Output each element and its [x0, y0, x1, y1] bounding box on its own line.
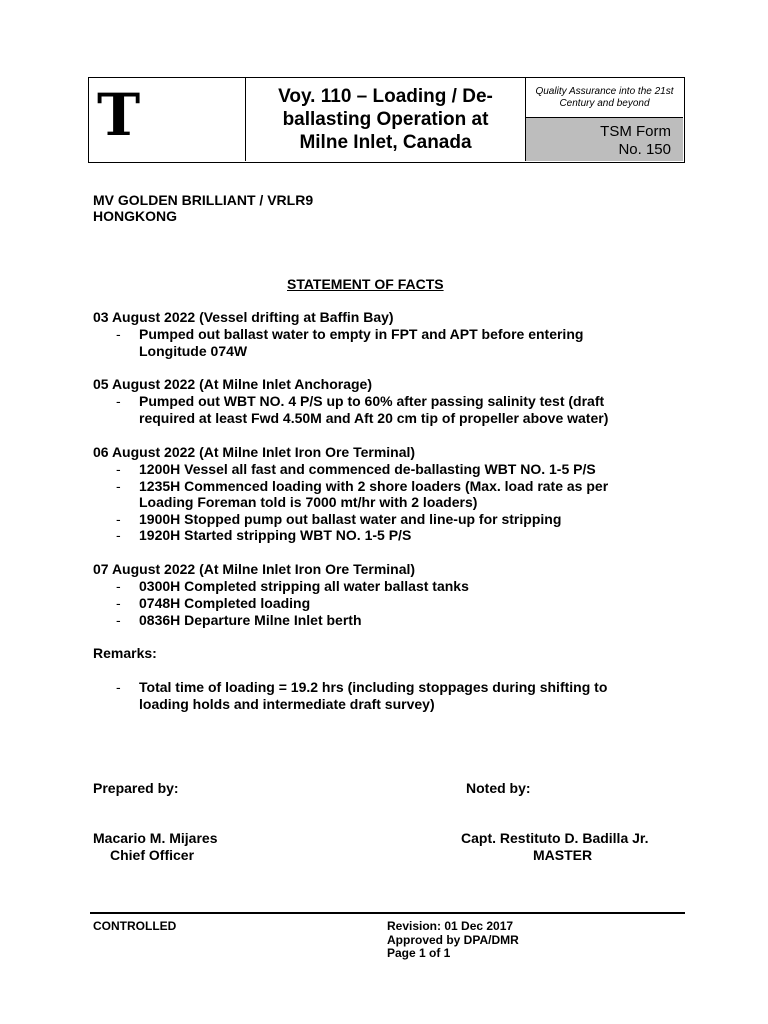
- bullet-dash: -: [116, 511, 121, 527]
- bullet-dash: -: [116, 527, 121, 543]
- vessel-name: MV GOLDEN BRILLIANT / VRLR9: [93, 192, 314, 208]
- vessel-flag: HONGKONG: [93, 208, 177, 224]
- prepared-by-title: Chief Officer: [110, 847, 195, 863]
- list-item-line: 1200H Vessel all fast and commenced de-ballasting WBT NO. 1-5 P/S: [139, 461, 596, 477]
- section-date: 03 August 2022 (Vessel drifting at Baffin Bay): [93, 309, 394, 325]
- remarks-label: Remarks:: [93, 645, 157, 661]
- list-item-line: 0748H Completed loading: [139, 595, 311, 611]
- bullet-dash: -: [116, 612, 121, 628]
- qa-cell: [526, 78, 683, 118]
- logo-cell: [89, 78, 246, 161]
- bullet-dash: -: [116, 578, 121, 594]
- remark-line: loading holds and intermediate draft survey): [139, 696, 435, 712]
- document-title: Voy. 110 – Loading / De-ballasting Operation at Milne Inlet, Canada: [278, 86, 493, 153]
- remark-line: Total time of loading = 19.2 hrs (including stoppages during shifting to: [139, 679, 608, 695]
- list-item-line: Loading Foreman told is 7000 mt/hr with 2 loaders): [139, 494, 478, 510]
- section-date: 05 August 2022 (At Milne Inlet Anchorage): [93, 376, 373, 392]
- list-item-line: Pumped out ballast water to empty in FPT and APT before entering: [139, 326, 584, 342]
- list-item-line: 1235H Commenced loading with 2 shore loaders (Max. load rate as per: [139, 478, 609, 494]
- noted-by-label: Noted by:: [466, 780, 531, 796]
- bullet-dash: -: [116, 461, 121, 477]
- noted-by-title: MASTER: [533, 847, 593, 863]
- title-cell: [246, 78, 526, 161]
- list-item-line: Longitude 074W: [139, 343, 248, 359]
- bullet-dash: -: [116, 393, 121, 409]
- section-date: 07 August 2022 (At Milne Inlet Iron Ore Terminal): [93, 561, 416, 577]
- form-number: No. 150: [618, 141, 671, 158]
- qa-slogan: Quality Assurance into the 21st Century and beyond: [535, 85, 674, 109]
- list-item-line: 0300H Completed stripping all water ballast tanks: [139, 578, 469, 594]
- section-date: 06 August 2022 (At Milne Inlet Iron Ore Terminal): [93, 444, 416, 460]
- page-number: Page 1 of 1: [387, 946, 451, 960]
- revision-date: Revision: 01 Dec 2017: [387, 919, 514, 933]
- list-item-line: 0836H Departure Milne Inlet berth: [139, 612, 362, 628]
- statement-heading: STATEMENT OF FACTS: [287, 276, 444, 292]
- list-item-line: required at least Fwd 4.50M and Aft 20 cm tip of propeller above water): [139, 410, 609, 426]
- list-item-line: 1900H Stopped pump out ballast water and line-up for stripping: [139, 511, 562, 527]
- bullet-dash: -: [116, 679, 121, 695]
- prepared-by-label: Prepared by:: [93, 780, 179, 796]
- prepared-by-name: Macario M. Mijares: [93, 830, 218, 846]
- form-name: TSM Form: [600, 123, 671, 140]
- approved-by: Approved by DPA/DMR: [387, 933, 519, 947]
- footer-divider: [90, 912, 685, 914]
- company-logo: T: [97, 81, 141, 149]
- list-item-line: 1920H Started stripping WBT NO. 1-5 P/S: [139, 527, 412, 543]
- bullet-dash: -: [116, 595, 121, 611]
- bullet-dash: -: [116, 478, 121, 494]
- controlled-label: CONTROLLED: [93, 919, 177, 933]
- form-header: [88, 77, 685, 163]
- bullet-dash: -: [116, 326, 121, 342]
- form-number-cell: [526, 118, 683, 161]
- list-item-line: Pumped out WBT NO. 4 P/S up to 60% after passing salinity test (draft: [139, 393, 605, 409]
- noted-by-name: Capt. Restituto D. Badilla Jr.: [461, 830, 649, 846]
